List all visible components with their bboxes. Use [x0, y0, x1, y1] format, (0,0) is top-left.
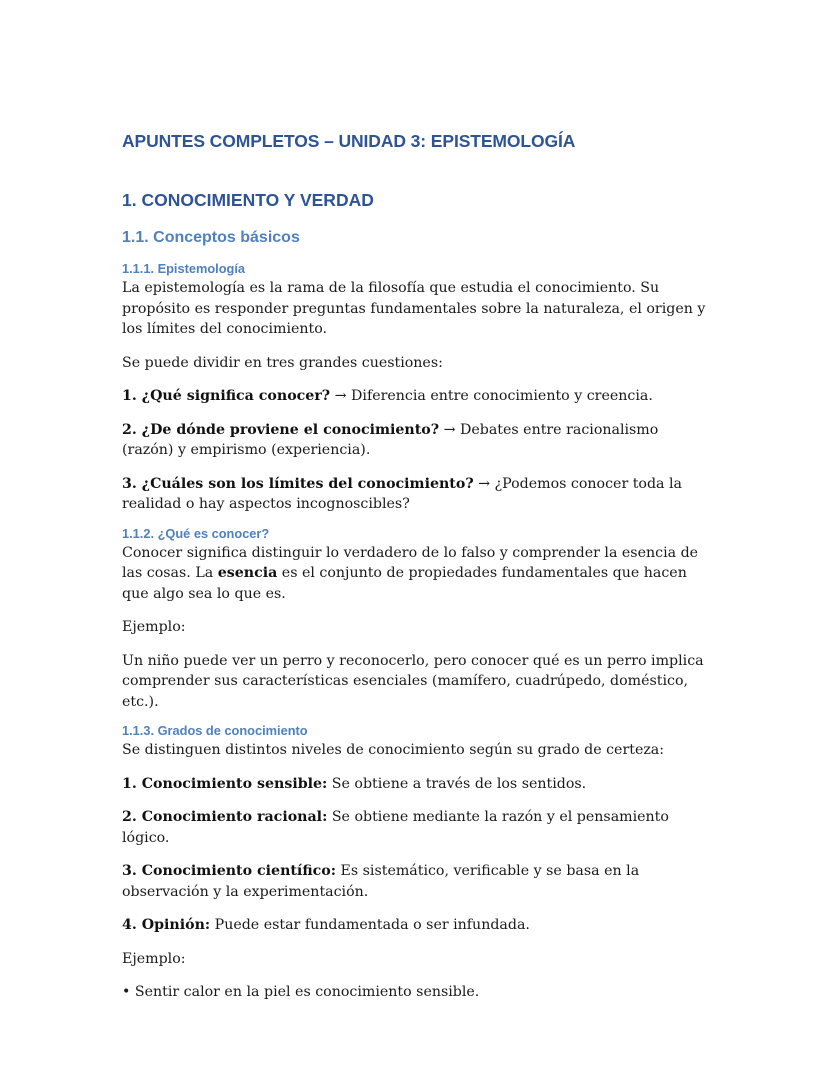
example-text-1: Un niño puede ver un perro y reconocerlo, pero conocer qué es un perro implica comprender sus características esenciales (mamífero, cuadrúpedo, doméstico, etc.). — [122, 652, 704, 710]
question-2-text: → Debates entre racionalismo (razón) y empirismo (experiencia). — [122, 421, 659, 458]
bullet-item-1: • Sentir calor en la piel es conocimiento sensible. — [122, 984, 480, 1000]
grado-4-text: Puede estar fundamentada o ser infundada. — [210, 917, 530, 933]
paragraph-divide: Se puede dividir en tres grandes cuestiones: — [122, 354, 443, 371]
question-3-bold: 3. ¿Cuáles son los límites del conocimiento? — [122, 475, 474, 492]
question-3-text: → ¿Podemos conocer toda la realidad o hay aspectos incognoscibles? — [122, 475, 683, 512]
section-heading-1: 1. CONOCIMIENTO Y VERDAD — [122, 190, 374, 210]
grado-4 — [122, 915, 712, 936]
grado-1-bold: 1. Conocimiento sensible: — [122, 775, 328, 792]
question-1 — [122, 386, 712, 407]
grado-1 — [122, 774, 712, 795]
example-label-2: Ejemplo: — [122, 950, 186, 967]
question-2 — [122, 420, 712, 461]
paragraph-grados-intro: Se distinguen distintos niveles de conocimiento según su grado de certeza: — [122, 742, 665, 758]
document-title: APUNTES COMPLETOS – UNIDAD 3: EPISTEMOLOGÍA — [122, 131, 576, 151]
document-page — [122, 128, 712, 1016]
paragraph-que-es-conocer — [122, 543, 712, 605]
que-es-conocer-text-a: Conocer significa distinguir lo verdadero de lo falso y comprender la esencia de las cosas. La — [122, 544, 699, 581]
grado-3 — [122, 861, 712, 902]
subsubsection-heading-1-1-1: 1.1.1. Epistemología — [122, 261, 246, 276]
subsubsection-heading-1-1-2: 1.1.2. ¿Qué es conocer? — [122, 525, 270, 541]
question-2-bold: 2. ¿De dónde proviene el conocimiento? — [122, 421, 440, 438]
grado-3-bold: 3. Conocimiento científico: — [122, 863, 336, 879]
question-1-text: → Diferencia entre conocimiento y creencia. — [330, 388, 653, 404]
grado-2-text: Se obtiene mediante la razón y el pensamiento lógico. — [122, 809, 669, 846]
que-es-conocer-text-b: es el conjunto de propiedades fundamentales que hacen que algo sea lo que es. — [122, 565, 687, 602]
grado-3-text: Es sistemático, verificable y se basa en la observación y la experimentación. — [122, 863, 640, 900]
subsubsection-heading-1-1-3: 1.1.3. Grados de conocimiento — [122, 723, 308, 738]
grado-4-bold: 4. Opinión: — [122, 917, 211, 933]
grado-2 — [122, 807, 712, 848]
paragraph-epistemologia-intro: La epistemología es la rama de la filosofía que estudia el conocimiento. Su propósito es responder preguntas fundamentales sobre la naturaleza, el origen y los límites del conocimiento. — [122, 280, 706, 337]
example-label-1: Ejemplo: — [122, 619, 186, 635]
question-1-bold: 1. ¿Qué significa conocer? — [122, 388, 331, 404]
grado-2-bold: 2. Conocimiento racional: — [122, 809, 328, 825]
subsection-heading-1-1: 1.1. Conceptos básicos — [122, 229, 300, 246]
question-3 — [122, 474, 712, 515]
grado-1-text: Se obtiene a través de los sentidos. — [327, 775, 587, 792]
esencia-bold: esencia — [217, 565, 278, 581]
